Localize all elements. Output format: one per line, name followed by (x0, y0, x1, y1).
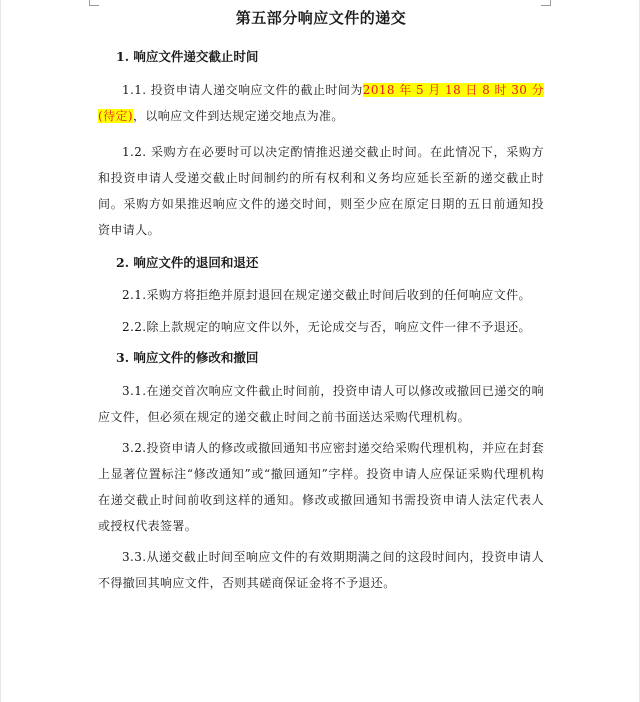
paragraph-3-2: 3.2.投资申请人的修改或撤回通知书应密封递交给采购代理机构，并应在封套上显著位置标注“修改通知”或“撤回通知”字样。投资申请人应保证采购代理机构在递交截止时间前收到这样的通知。修改或撤回通知书需投资申请人法定代表人或授权代表签署。 (98, 441, 544, 533)
document-body (98, 0, 544, 596)
paragraph-3-1: 3.1.在递交首次响应文件截止时间前，投资申请人可以修改或撤回已递交的响应文件，但必须在规定的递交截止时间之前书面送达采购代理机构。 (98, 384, 544, 424)
paragraph-1-1-text-before: 1.1. 投资申请人递交响应文件的截止时间为 (122, 83, 363, 97)
paragraph-3-3: 3.3.从递交截止时间至响应文件的有效期期满之间的这段时间内，投资申请人不得撤回其响应文件，否则其磋商保证金将不予退还。 (98, 550, 544, 590)
section-heading-2: 2. 响应文件的退回和退还 (116, 255, 259, 270)
section-heading-3: 3. 响应文件的修改和撤回 (116, 350, 259, 365)
paragraph-1-2: 1.2. 采购方在必要时可以决定酌情推迟递交截止时间。在此情况下，采购方和投资申请人受递交截止时间制约的所有权利和义务均应延长至新的递交截止时间。采购方如果推迟响应文件的递交时间，则至少应在原定日期的五日前通知投资申请人。 (98, 145, 544, 237)
paragraph-2-2: 2.2.除上款规定的响应文件以外，无论成交与否，响应文件一律不予退还。 (122, 320, 531, 334)
paragraph-1-1-text-after: ，以响应文件到达规定递交地点为准。 (132, 109, 344, 123)
paragraph-2-1: 2.1.采购方将拒绝并原封退回在规定递交截止时间后收到的任何响应文件。 (122, 288, 531, 302)
paragraph-1-1 (98, 77, 544, 129)
highlighted-deadline: 2018 年 5 月 18 日 8 时 30 分(待定) (98, 83, 544, 123)
section-heading-1: 1. 响应文件递交截止时间 (116, 49, 259, 64)
page-title: 第五部分响应文件的递交 (235, 9, 407, 27)
